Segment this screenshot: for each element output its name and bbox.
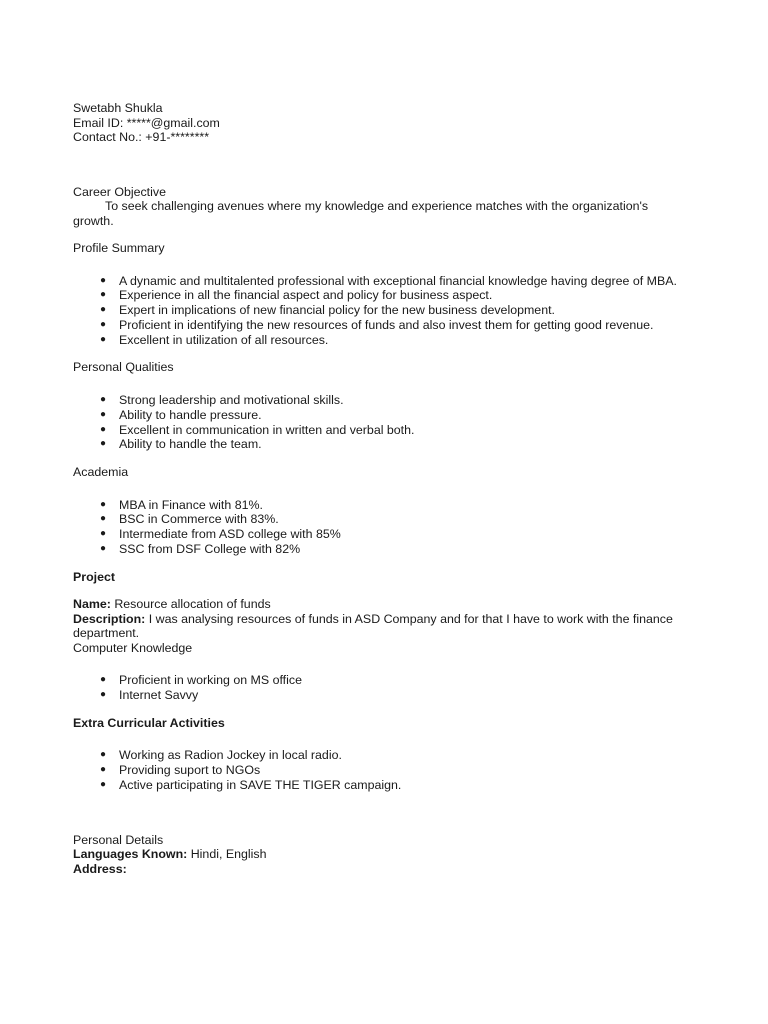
bullet-icon: ● [100, 304, 107, 316]
list-item: ● Ability to handle the team. [100, 437, 262, 452]
candidate-name: Swetabh Shukla [73, 101, 163, 115]
list-item: ● Active participating in SAVE THE TIGER campaign. [100, 778, 402, 793]
extra-curricular-list [73, 748, 683, 792]
list-item: ● Working as Radion Jockey in local radio. [100, 748, 342, 763]
list-item: ● Ability to handle pressure. [100, 407, 262, 422]
personal-details-heading: Personal Details [73, 832, 164, 847]
list-item: ● Excellent in utilization of all resources. [100, 332, 329, 347]
email-line: Email ID: *****@gmail.com [73, 115, 220, 130]
project-description-label: Description: [73, 611, 146, 626]
list-item: ● Strong leadership and motivational skills. [100, 392, 344, 407]
project-description-line [73, 612, 683, 641]
languages-line [73, 847, 683, 862]
bullet-icon: ● [100, 423, 107, 435]
list-item: ● Providing suport to NGOs [100, 763, 261, 778]
list-item: ● A dynamic and multitalented professional with exceptional financial knowledge having degree of MBA. [100, 273, 677, 288]
profile-summary-heading: Profile Summary [73, 241, 165, 255]
bullet-icon: ● [100, 498, 107, 510]
project-name-value: Resource allocation of funds [110, 597, 271, 612]
bullet-icon: ● [100, 289, 107, 301]
bullet-icon: ● [100, 749, 107, 761]
academia-heading: Academia [73, 465, 129, 480]
bullet-icon: ● [100, 408, 107, 420]
extra-curricular-heading: Extra Curricular Activities [73, 715, 225, 730]
project-heading: Project [73, 569, 116, 584]
bullet-icon: ● [100, 764, 107, 776]
list-item: ● Intermediate from ASD college with 85% [100, 527, 341, 542]
list-item: ● Internet Savvy [100, 688, 199, 703]
bullet-icon: ● [100, 393, 107, 405]
languages-label: Languages Known: [73, 847, 188, 862]
personal-qualities-list [73, 393, 683, 452]
career-objective-heading: Career Objective [73, 184, 166, 199]
bullet-icon: ● [100, 513, 107, 525]
computer-knowledge-list [73, 673, 683, 703]
academia-list [73, 498, 683, 557]
project-name-label: Name: [73, 597, 111, 612]
bullet-icon: ● [100, 528, 107, 540]
list-item: ● BSC in Commerce with 83%. [100, 512, 279, 527]
profile-summary-list [73, 274, 683, 348]
bullet-icon: ● [100, 543, 107, 555]
career-objective-text: To seek challenging avenues where my knowledge and experience matches with the organization's growth. [73, 199, 652, 228]
contact-line: Contact No.: +91-******** [73, 130, 210, 144]
languages-value: Hindi, English [187, 847, 267, 862]
bullet-icon: ● [100, 333, 107, 345]
list-item: ● MBA in Finance with 81%. [100, 497, 263, 512]
computer-knowledge-heading: Computer Knowledge [73, 640, 193, 655]
list-item: ● Excellent in communication in written and verbal both. [100, 422, 415, 437]
resume-page [73, 101, 683, 876]
project-description-value: I was analysing resources of funds in ASD Company and for that I have to work with the finance department. [73, 611, 677, 641]
list-item: ● Proficient in working on MS office [100, 673, 302, 688]
bullet-icon: ● [100, 674, 107, 686]
list-item: ● Expert in implications of new financial policy for the new business development. [100, 303, 555, 318]
bullet-icon: ● [100, 274, 107, 286]
personal-qualities-heading: Personal Qualities [73, 360, 174, 375]
bullet-icon: ● [100, 438, 107, 450]
list-item: ● Proficient in identifying the new resources of funds and also invest them for getting good revenue. [100, 317, 654, 332]
list-item: ● SSC from DSF College with 82% [100, 542, 301, 557]
bullet-icon: ● [100, 689, 107, 701]
address-label: Address: [73, 861, 127, 876]
list-item: ● Experience in all the financial aspect and policy for business aspect. [100, 288, 493, 303]
project-name-line [73, 597, 683, 612]
bullet-icon: ● [100, 318, 107, 330]
bullet-icon: ● [100, 779, 107, 791]
